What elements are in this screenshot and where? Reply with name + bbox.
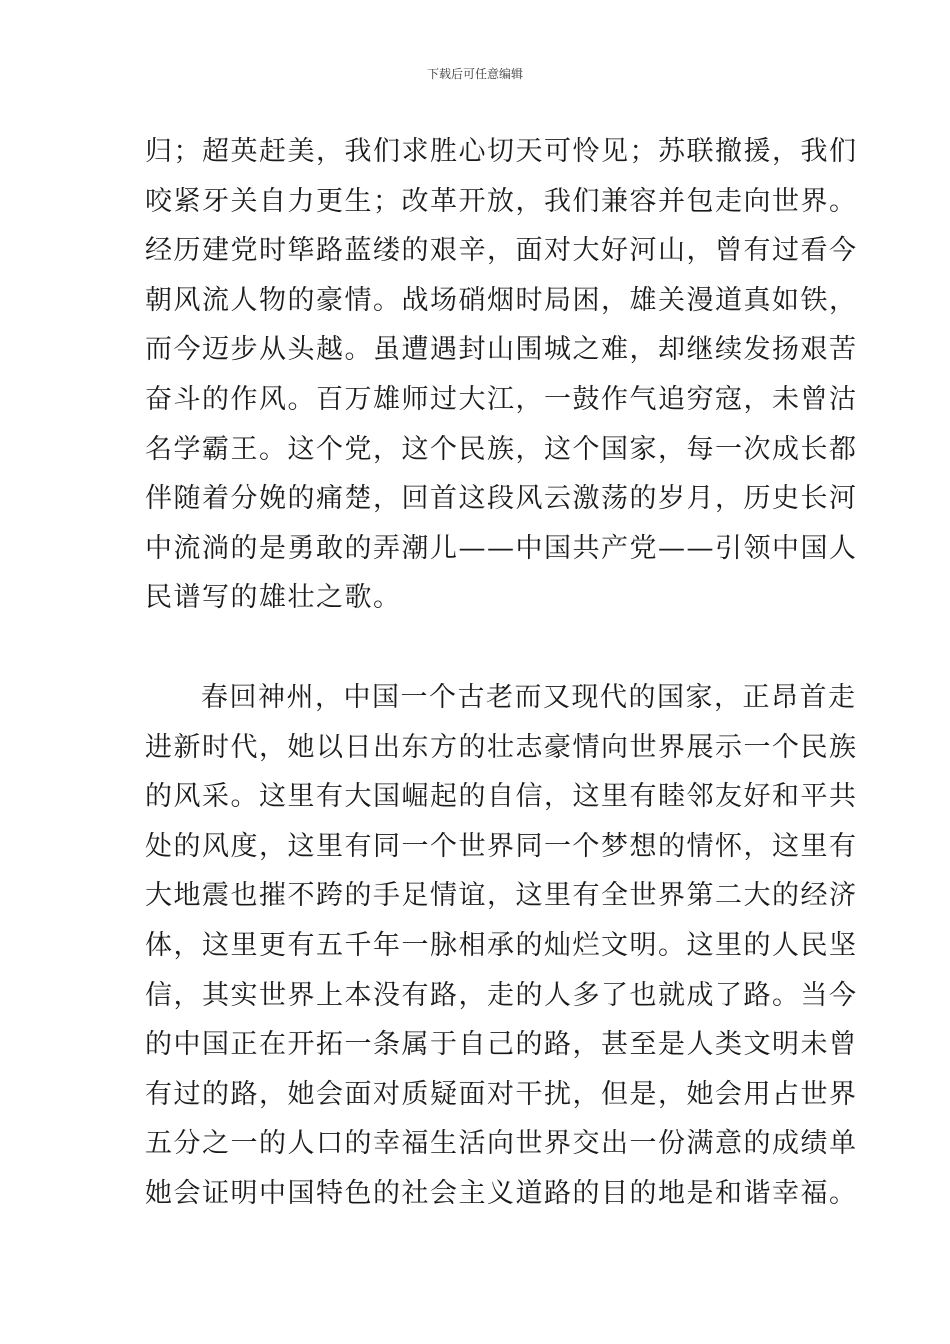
text-line: 她会证明中国特色的社会主义道路的目的地是和谐幸福。 xyxy=(145,1177,858,1209)
text-line: 名学霸王。这个党，这个民族，这个国家，每一次成长都 xyxy=(145,433,858,465)
text-line: 中流淌的是勇敢的弄潮儿——中国共产党——引领中国人 xyxy=(145,532,858,564)
text-line: 伴随着分娩的痛楚，回首这段风云激荡的岁月，历史长河 xyxy=(145,483,858,515)
page-header: 下载后可任意编辑 xyxy=(426,67,523,81)
text-line: 的风采。这里有大国崛起的自信，这里有睦邻友好和平共 xyxy=(145,781,858,813)
text-line: 经历建党时筚路蓝缕的艰辛，面对大好河山，曾有过看今 xyxy=(145,235,858,267)
text-line: 咬紧牙关自力更生；改革开放，我们兼容并包走向世界。 xyxy=(145,185,858,217)
text-line: 五分之一的人口的幸福生活向世界交出一份满意的成绩单 xyxy=(145,1128,858,1160)
text-line: 归；超英赶美，我们求胜心切天可怜见；苏联撤援，我们 xyxy=(145,136,858,167)
text-line: 进新时代，她以日出东方的壮志豪情向世界展示一个民族 xyxy=(145,731,858,763)
text-line: 有过的路，她会面对质疑面对干扰，但是，她会用占世界 xyxy=(145,1078,858,1110)
text-line: 处的风度，这里有同一个世界同一个梦想的情怀，这里有 xyxy=(145,830,858,862)
text-line: 信，其实世界上本没有路，走的人多了也就成了路。当今 xyxy=(145,979,858,1011)
paragraph-2 xyxy=(145,673,858,1219)
text-line: 而今迈步从头越。虽遭遇封山围城之难，却继续发扬艰苦 xyxy=(145,334,858,366)
text-line: 大地震也摧不跨的手足情谊，这里有全世界第二大的经济 xyxy=(145,880,858,912)
text-line: 奋斗的作风。百万雄师过大江，一鼓作气追穷寇，未曾沽 xyxy=(145,383,858,415)
paragraph-1 xyxy=(145,127,858,623)
text-line-first: 春回神州，中国一个古老而又现代的国家，正昂首走 xyxy=(201,682,857,713)
text-line: 民谱写的雄壮之歌。 xyxy=(145,582,402,614)
text-line: 朝风流人物的豪情。战场硝烟时局困，雄关漫道真如铁， xyxy=(145,284,858,316)
text-line: 体，这里更有五千年一脉相承的灿烂文明。这里的人民坚 xyxy=(145,929,858,961)
text-line: 的中国正在开拓一条属于自己的路，甚至是人类文明未曾 xyxy=(145,1029,858,1061)
